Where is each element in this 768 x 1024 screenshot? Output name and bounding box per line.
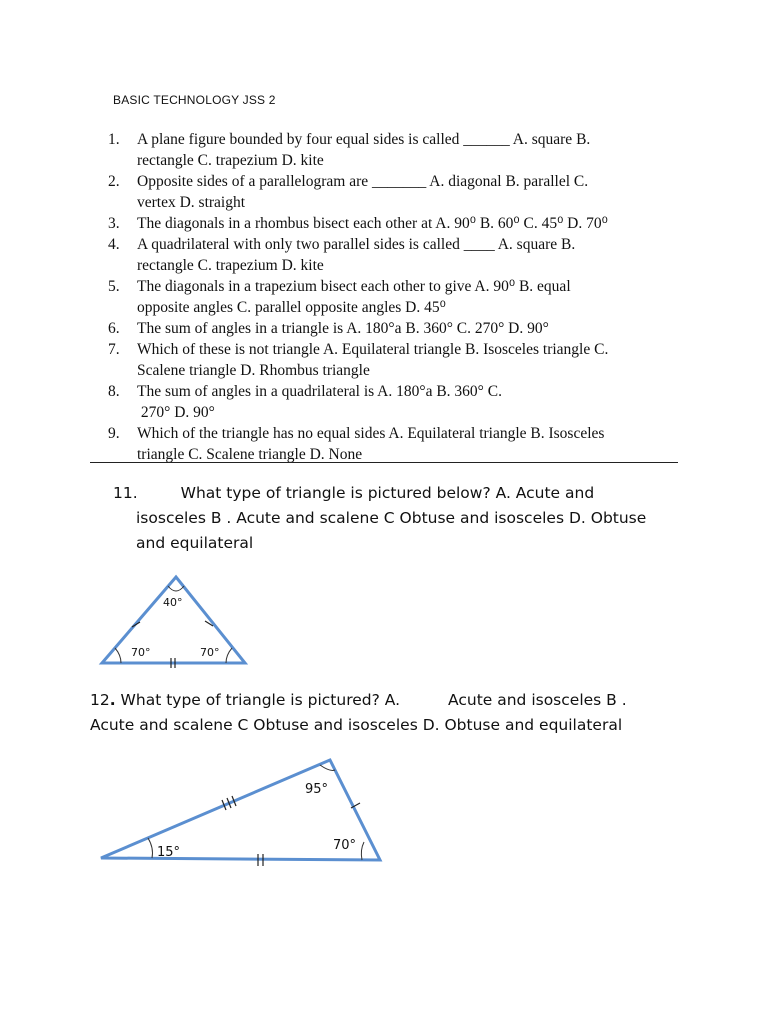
question-text: The sum of angles in a quadrilateral is A. 180°a B. 360° C. bbox=[137, 383, 502, 400]
question-text: Which of these is not triangle A. Equilateral triangle B. Isosceles triangle C. bbox=[137, 341, 609, 358]
angle-label-left-12: 15° bbox=[157, 845, 181, 860]
question-text: The sum of angles in a triangle is A. 180°a B. 360° C. 270° D. 90° bbox=[137, 320, 549, 337]
question-number: 4. bbox=[108, 236, 120, 253]
question-11-line-2: isosceles B . Acute and scalene C Obtuse and isosceles D. Obtuse bbox=[136, 509, 647, 527]
question-text: Opposite sides of a parallelogram are _______ A. diagonal B. parallel C. bbox=[137, 173, 589, 190]
question-text: The diagonals in a rhombus bisect each other at A. 90⁰ B. 60⁰ C. 45⁰ D. 70⁰ bbox=[137, 215, 608, 232]
question-text: Which of the triangle has no equal sides A. Equilateral triangle B. Isosceles bbox=[137, 425, 605, 442]
angle-arc-left-12 bbox=[148, 838, 153, 858]
question-text: The diagonals in a trapezium bisect each other to give A. 90⁰ B. equal bbox=[137, 278, 571, 295]
question-number: 9. bbox=[108, 425, 120, 442]
angle-label-right-12: 70° bbox=[333, 838, 357, 853]
question-11-number: 11. bbox=[113, 484, 138, 502]
question-12-line-2: Acute and scalene C Obtuse and isosceles D. Obtuse and equilateral bbox=[90, 716, 623, 734]
question-12-text-a: What type of triangle is pictured? A. bbox=[115, 691, 401, 709]
question-text: A plane figure bounded by four equal sides is called ______ A. square B. bbox=[137, 131, 591, 148]
question-text: opposite angles C. parallel opposite angles D. 45⁰ bbox=[137, 299, 446, 316]
question-text: A quadrilateral with only two parallel sides is called ____ A. square B. bbox=[137, 236, 576, 253]
question-number: 8. bbox=[108, 383, 120, 400]
question-text: Scalene triangle D. Rhombus triangle bbox=[137, 362, 370, 379]
question-12-text-b: Acute and isosceles B . bbox=[448, 691, 627, 709]
question-text: rectangle C. trapezium D. kite bbox=[137, 257, 324, 274]
question-number: 1. bbox=[108, 131, 120, 148]
question-12-number: 12 bbox=[90, 691, 110, 709]
question-text: rectangle C. trapezium D. kite bbox=[137, 152, 324, 169]
angle-label-top-11: 40° bbox=[163, 596, 183, 609]
document-heading: BASIC TECHNOLOGY JSS 2 bbox=[113, 93, 276, 107]
question-11-line-3: and equilateral bbox=[136, 534, 254, 552]
angle-label-left-11: 70° bbox=[131, 646, 151, 659]
question-text: 270° D. 90° bbox=[137, 404, 215, 421]
question-number: 7. bbox=[108, 341, 120, 358]
question-number: 2. bbox=[108, 173, 120, 190]
angle-label-top-12: 95° bbox=[305, 782, 329, 797]
question-number: 5. bbox=[108, 278, 120, 295]
question-11-text: What type of triangle is pictured below? A. Acute and bbox=[180, 484, 595, 502]
question-text: triangle C. Scalene triangle D. None bbox=[137, 446, 363, 463]
angle-arc-right-12 bbox=[361, 842, 364, 860]
question-12-dot: . bbox=[109, 691, 116, 709]
question-number: 3. bbox=[108, 215, 120, 232]
question-number: 6. bbox=[108, 320, 120, 337]
question-text: vertex D. straight bbox=[137, 194, 246, 211]
angle-label-right-11: 70° bbox=[200, 646, 220, 659]
